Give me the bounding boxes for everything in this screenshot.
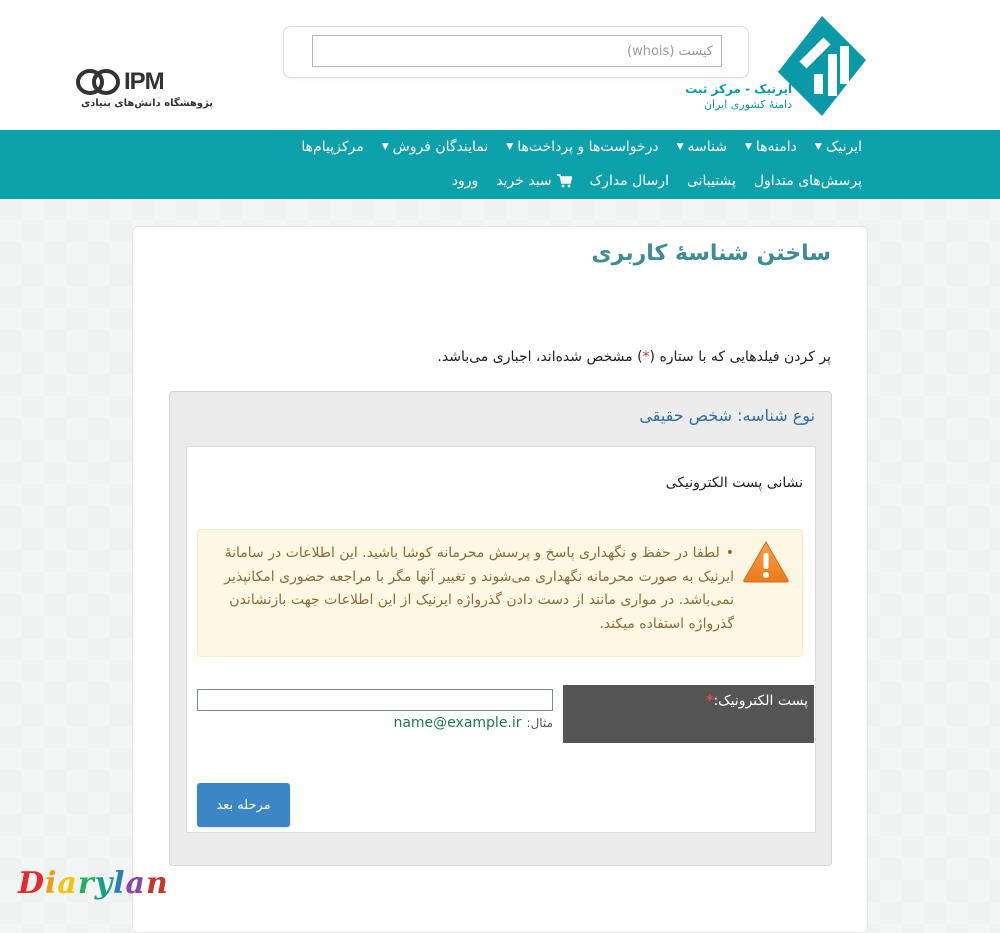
required-note-text-end: ) مشخص شده‌اند، اجباری می‌باشد. (437, 349, 643, 365)
warning-icon (742, 540, 790, 588)
nav-item-requests-payments[interactable] (506, 136, 658, 158)
nav-item-label: ورود (451, 173, 479, 189)
nav-item-resellers[interactable] (382, 136, 489, 158)
nav-item-label: درخواست‌ها و پرداخت‌ها (517, 139, 659, 155)
nav-item-label: دامنه‌ها (755, 139, 797, 155)
email-section (186, 446, 816, 833)
next-step-button[interactable]: مرحله بعد (197, 783, 290, 827)
page-title: ساختن شناسهٔ کاربری (591, 241, 831, 266)
nav-row-secondary (452, 170, 862, 192)
ipm-logo-mark-icon (76, 68, 122, 96)
nav-item-label: ارسال مدارک (589, 173, 669, 189)
nav-row-primary (301, 136, 862, 158)
watermark-letter: D (18, 866, 46, 901)
email-label-text: پست الکترونیک: (713, 693, 808, 709)
nav-item-domains[interactable] (745, 136, 797, 158)
email-field[interactable] (197, 689, 553, 711)
irnic-logo-subtitle: دامنهٔ کشوری ایران (703, 98, 792, 111)
nav-item-support[interactable] (687, 170, 736, 192)
nav-item-irnic[interactable] (815, 136, 862, 158)
watermark-logo (18, 866, 169, 901)
nav-item-label: پشتیبانی (686, 173, 736, 189)
cart-icon (556, 174, 572, 188)
email-field-label (706, 693, 808, 709)
watermark-letter: a (57, 866, 78, 901)
email-section-title: نشانی پست الکترونیکی (665, 475, 803, 491)
email-label-cell (563, 685, 814, 743)
warning-alert-text (214, 542, 734, 636)
watermark-letter: r (77, 866, 95, 901)
nav-item-label: نمایندگان فروش (392, 139, 489, 155)
required-mark: * (706, 693, 714, 709)
irnic-logo-title: ایرنیک - مرکز ثبت (685, 82, 792, 96)
form-container (169, 391, 832, 866)
site-header (0, 0, 1000, 130)
watermark-letter: l (113, 866, 126, 901)
email-example (387, 713, 553, 733)
security-warning-alert (197, 529, 803, 657)
caret-down-icon: ▼ (381, 142, 389, 152)
nav-item-label: پرسش‌های متداول (753, 173, 862, 189)
watermark-letter: a (125, 866, 146, 901)
nav-item-label: سبد خرید (496, 173, 552, 189)
main-navbar (0, 130, 1000, 199)
required-star: * (642, 349, 650, 365)
ipm-logo-subtitle: پژوهشگاه دانش‌های بنیادی (80, 98, 213, 109)
caret-down-icon: ▼ (506, 142, 514, 152)
whois-search-input[interactable] (312, 35, 722, 67)
nav-item-send-documents[interactable] (590, 170, 669, 192)
nav-item-identifier[interactable] (677, 136, 727, 158)
watermark-letter: n (145, 866, 169, 901)
nav-item-label: ایرنیک (825, 139, 862, 155)
caret-down-icon: ▼ (676, 142, 684, 152)
whois-search-box (283, 26, 749, 78)
nav-item-faq[interactable] (754, 170, 862, 192)
nav-item-message-center[interactable] (301, 136, 363, 158)
nav-item-cart[interactable] (496, 170, 571, 192)
bullet-icon: • (725, 545, 734, 561)
ipm-logo-wordmark: IPM (124, 68, 164, 95)
email-example-label: مثال: (526, 716, 553, 730)
nav-item-label: مرکزپیام‌ها (301, 139, 364, 155)
warning-alert-message: لطفا در حفظ و نگهداری پاسخ و پرسش محرمانه کوشا باشید. این اطلاعات در سامانهٔ ایرنیک به صورت محرمانه نگهداری می‌شوند و تغییر آنها مگر با مراجعه حضوری امکانپذیر نمی‌باشد. در مواری مانند از دست دادن گذرواژه ایرنیک از این اطلاعات جهت بازنشاندن گذرواژه استفاده میکند. (224, 545, 734, 632)
caret-down-icon: ▼ (744, 142, 752, 152)
ipm-logo[interactable] (76, 68, 216, 116)
email-example-value: name@example.ir (393, 715, 522, 731)
identifier-type-heading: نوع شناسه: شخص حقیقی (639, 406, 815, 425)
required-note-text: پر کردن فیلدهایی که با ستاره ( (649, 349, 831, 365)
nav-item-label: شناسه (687, 139, 727, 155)
nav-item-login[interactable] (452, 170, 479, 192)
main-panel (132, 226, 868, 933)
caret-down-icon: ▼ (814, 142, 822, 152)
watermark-letter: y (94, 866, 114, 901)
required-fields-note (437, 349, 831, 365)
watermark-letter: i (45, 866, 58, 901)
